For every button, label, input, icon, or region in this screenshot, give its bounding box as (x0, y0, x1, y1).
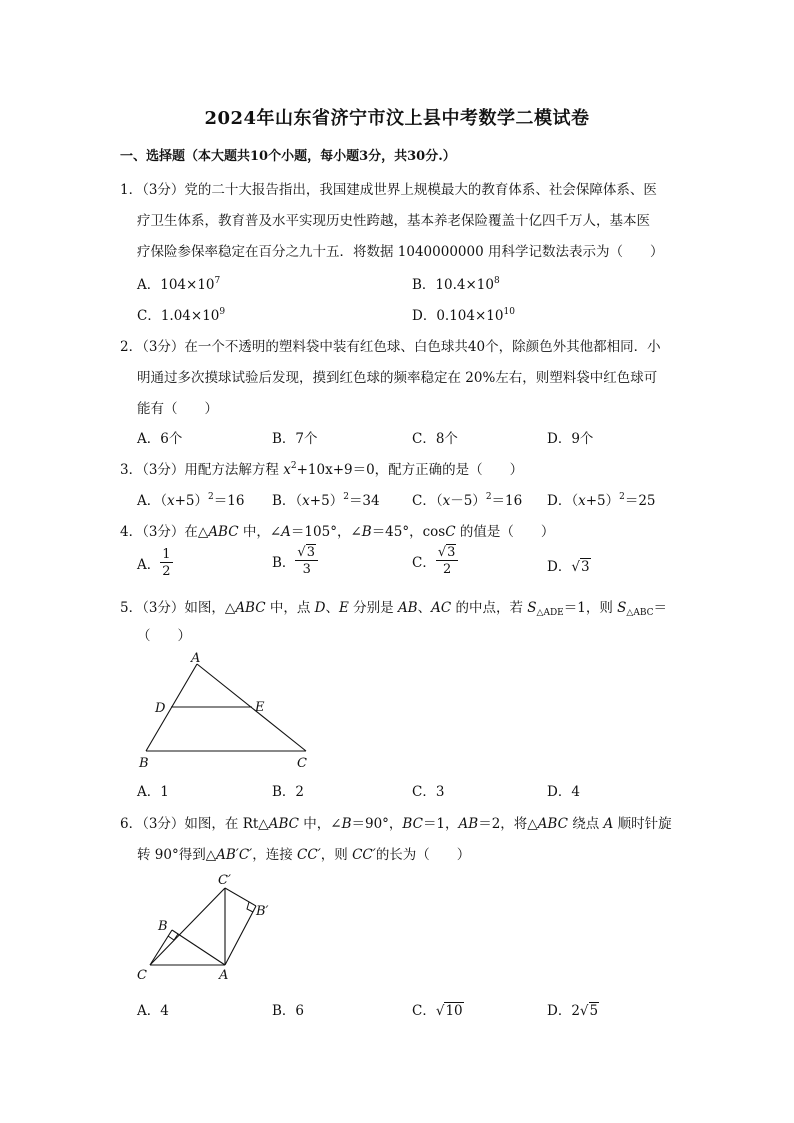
q1-line1: 1．（3分）党的二十大报告指出，我国建成世界上规模最大的教育体系、社会保障体系、医 (120, 182, 657, 198)
q6-line2: 转 90°得到△AB′C′，连接 CC′，则 CC′的长为（ ） (137, 847, 471, 863)
q6-label-b1: B′ (256, 904, 269, 919)
q6-label-c1: C′ (218, 873, 231, 888)
q6-option-b: B．6 (272, 1003, 305, 1019)
q6-label-a: A (219, 968, 229, 983)
q5-option-c: C．3 (412, 784, 445, 800)
q5-label-e: E (255, 700, 265, 715)
q4-option-a: A． $\frac{1}{2}$ (137, 547, 171, 579)
q2-option-b: B．7个 (272, 431, 318, 447)
q6-segment-ba (172, 930, 225, 965)
q4-option-d: D．√3 (547, 559, 590, 575)
q5-label-b: B (139, 756, 149, 770)
q6-segment-cb (150, 930, 172, 965)
q5-option-a: A．1 (137, 784, 169, 800)
q5-line2: （ ） (137, 628, 191, 644)
q5-label-a: A (191, 651, 201, 666)
q6-option-a: A．4 (137, 1003, 169, 1019)
q2-line2: 明通过多次摸球试验后发现，摸到红色球的频率稳定在 20%左右，则塑料袋中红色球可 (137, 370, 658, 386)
q4-option-c: C． $\frac{√3}{2}$ (412, 546, 458, 576)
q5-option-b: B．2 (272, 784, 305, 800)
q4-option-b: B． $\frac{√3}{3}$ (272, 546, 318, 576)
q5-stem: 5．（3分）如图，△ABC 中，点 D、E 分别是 AB、AC 的中点，若 $S_{\triangle ADE}=1$，则 $S_{\triangle ABC}=$ (120, 600, 667, 618)
q6-option-d: D．2√5 (547, 1003, 599, 1019)
q3-stem: 3．（3分）用配方法解方程 $x^2+10x+9=0$，配方正确的是（ ） (120, 461, 524, 478)
q1-option-a: A．$104\times 10^7$ (137, 276, 221, 293)
q2-option-d: D．9个 (547, 431, 594, 447)
q6-label-c: C (137, 968, 147, 983)
q6-label-b: B (158, 919, 168, 934)
q6-line1: 6．（3分）如图，在 Rt△ABC 中，∠B＝90°，BC＝1，AB＝2，将△ABC 绕点 A 顺时针旋 (120, 816, 672, 832)
q6-rotation-figure (130, 868, 280, 988)
q6-segment-ab1 (225, 906, 256, 965)
q2-line3: 能有（ ） (137, 401, 218, 417)
q1-line2: 疗卫生体系，教育普及水平实现历史性跨越，基本养老保险覆盖十亿四千万人，基本医 (137, 213, 650, 229)
page-title: 2024年山东省济宁市汶上县中考数学二模试卷 (204, 108, 590, 129)
q3-option-c: C．$(x-5)^2=16$ (412, 492, 523, 509)
q3-option-a: A．$(x+5)^2=16$ (137, 492, 245, 509)
q1-option-b: B．$10.4\times 10^8$ (412, 276, 500, 293)
q5-triangle-figure (130, 645, 320, 770)
q3-option-b: B．$(x+5)^2=34$ (272, 492, 380, 509)
q2-option-a: A．6个 (137, 431, 183, 447)
q3-option-d: D．$(x+5)^2=25$ (547, 492, 656, 509)
q2-line1: 2．（3分）在一个不透明的塑料袋中装有红色球、白色球共40个，除颜色外其他都相同．小 (120, 339, 661, 355)
q5-label-d: D (155, 701, 166, 716)
q5-label-c: C (297, 756, 307, 770)
q2-option-c: C．8个 (412, 431, 458, 447)
q1-option-d: D．$0.104\times 10^{10}$ (412, 307, 515, 324)
q6-option-c: C．√10 (412, 1003, 463, 1019)
q5-option-d: D．4 (547, 784, 580, 800)
q6-segment-c1b1 (225, 888, 256, 906)
section-heading: 一、选择题（本大题共10个小题，每小题3分，共30分.） (120, 149, 456, 164)
q1-option-c: C．$1.04\times 10^9$ (137, 307, 226, 324)
q1-line3: 疗保险参保率稳定在百分之九十五．将数据 1040000000 用科学记数法表示为（ ） (137, 244, 664, 260)
q4-stem: 4．（3分）在△ABC 中，∠A＝105°，∠B＝45°，cosC 的值是（ ） (120, 524, 555, 540)
